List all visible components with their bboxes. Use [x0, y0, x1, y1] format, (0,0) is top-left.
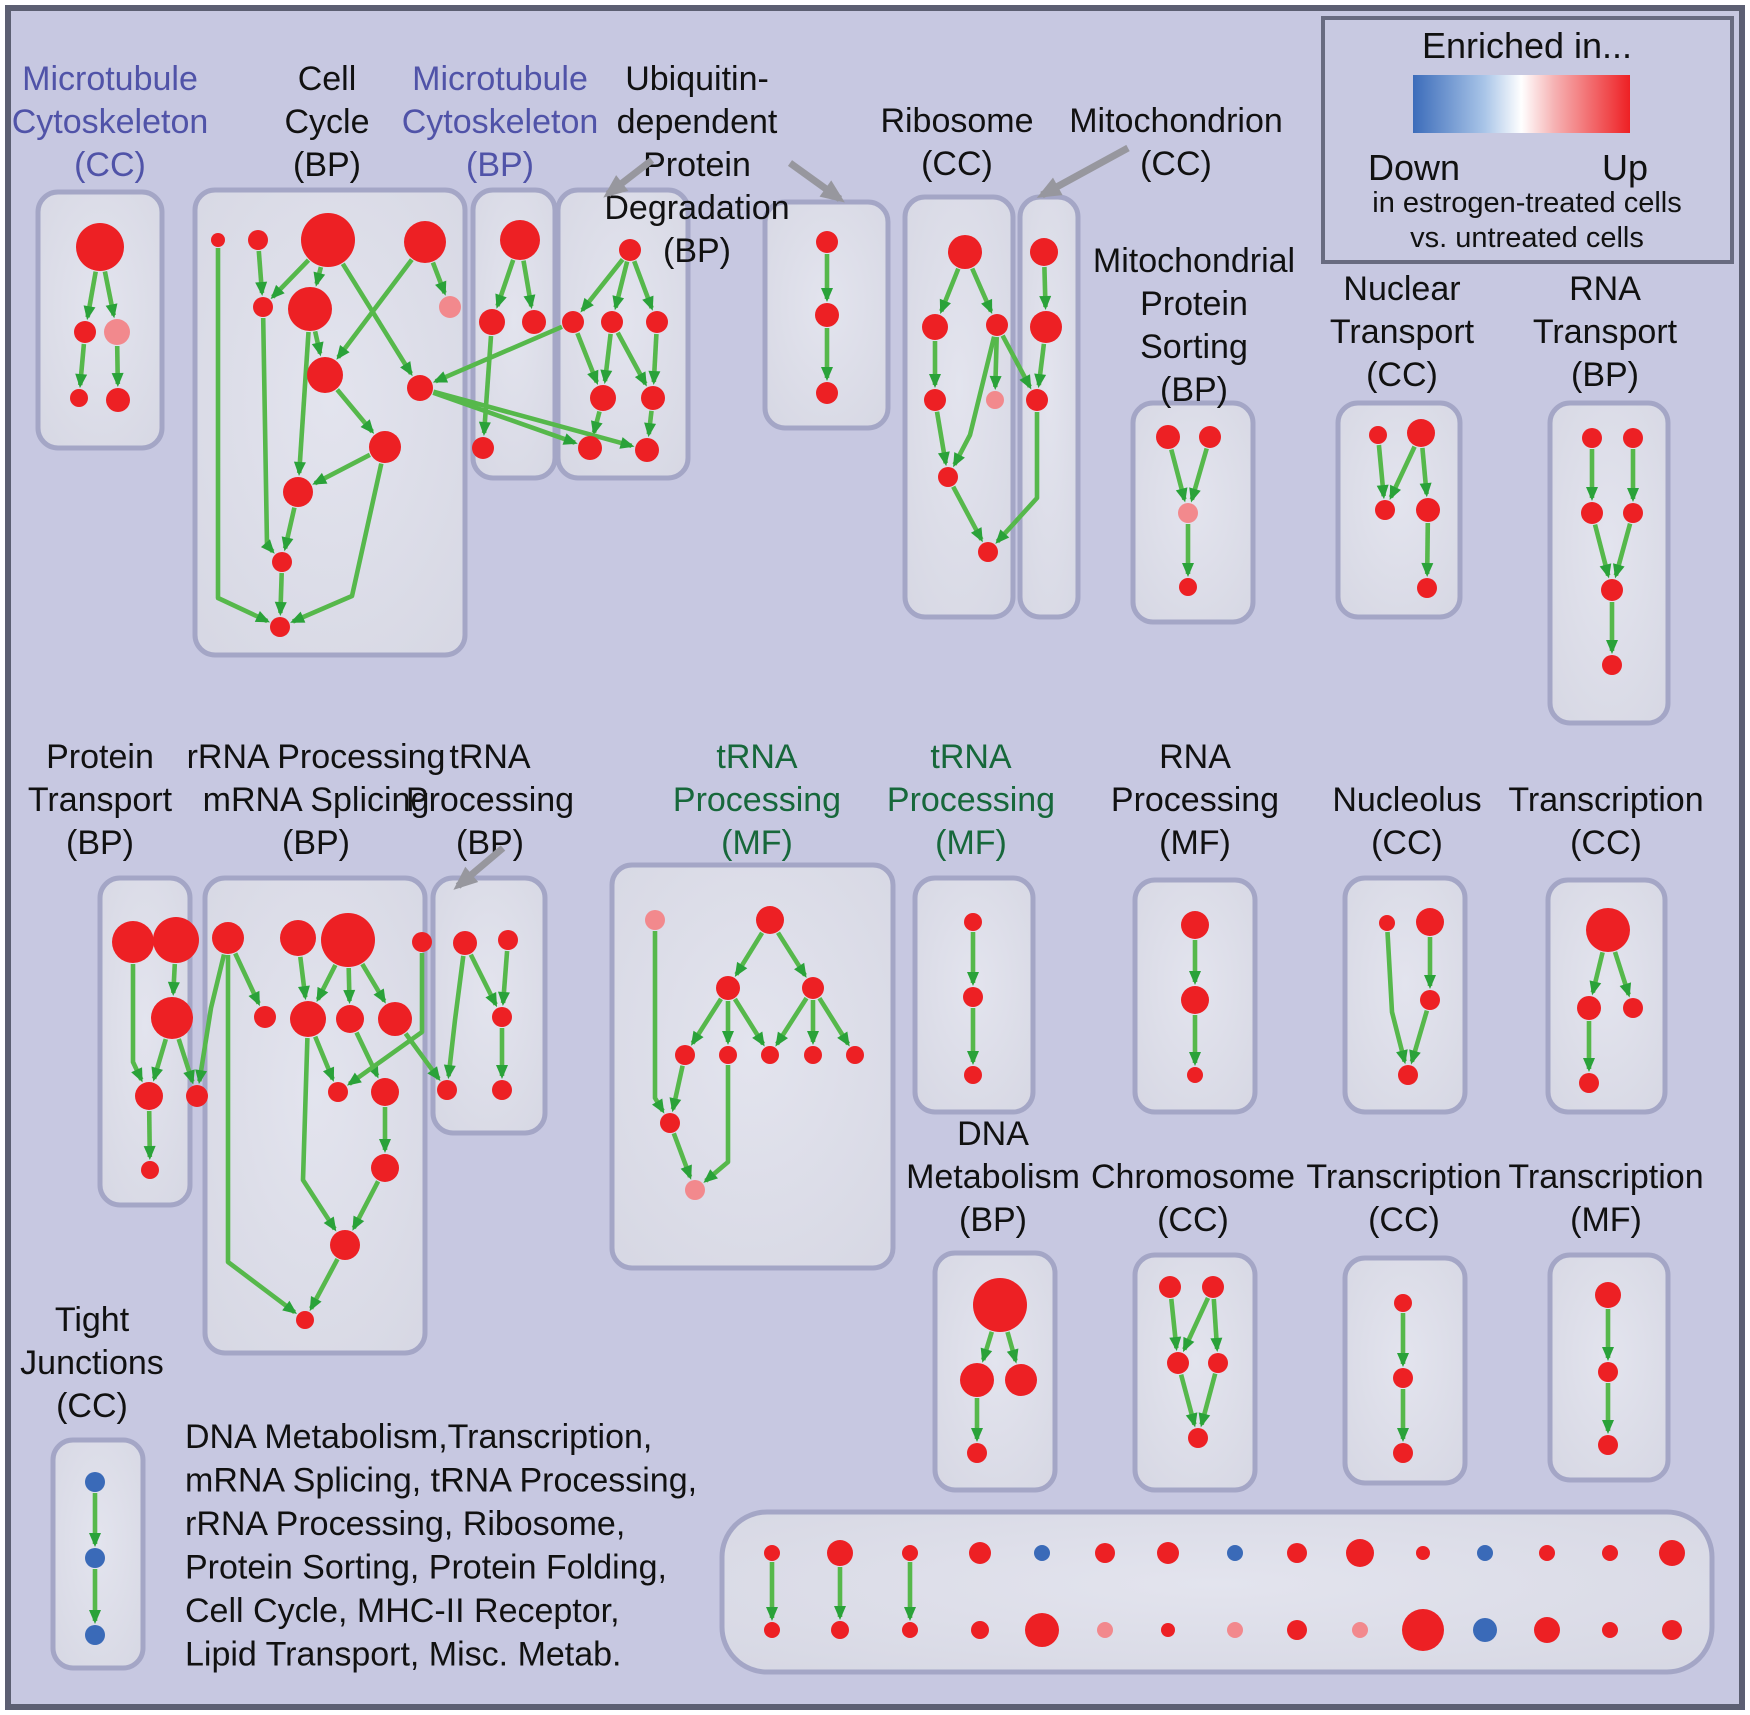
label-tight-junctions: (CC): [56, 1387, 128, 1425]
go-term-node: [761, 1046, 779, 1064]
go-term-node: [1161, 1623, 1175, 1637]
go-term-node: [619, 239, 641, 261]
go-term-node: [369, 431, 401, 463]
go-term-node: [660, 1113, 680, 1133]
go-term-node: [151, 997, 193, 1039]
go-term-node: [1352, 1622, 1368, 1638]
go-term-node: [1581, 502, 1603, 524]
go-term-node: [500, 220, 540, 260]
go-term-node: [1417, 578, 1437, 598]
go-term-node: [964, 1066, 982, 1084]
label-mitochondrion: (CC): [1140, 145, 1212, 183]
go-term-node: [498, 930, 518, 950]
go-term-node: [1602, 655, 1622, 675]
go-term-node: [971, 1621, 989, 1639]
edge: [1044, 267, 1045, 307]
label-trna-processing-mf-small: (MF): [935, 824, 1007, 862]
label-trna-processing-bp: (BP): [456, 824, 524, 862]
label-ubiquitin: Degradation: [604, 189, 790, 227]
go-term-node: [1227, 1545, 1243, 1561]
box-rna-transport: [1550, 403, 1668, 723]
go-term-node: [1030, 311, 1062, 343]
go-term-node: [371, 1078, 399, 1106]
go-term-node: [141, 1161, 159, 1179]
go-term-node: [1208, 1353, 1228, 1373]
legend-layer: [1323, 18, 1732, 262]
misc-summary-line: rRNA Processing, Ribosome,: [185, 1505, 626, 1543]
go-term-node: [978, 542, 998, 562]
go-term-node: [1598, 1362, 1618, 1382]
label-microtubule-bp: Microtubule: [412, 60, 588, 98]
go-term-node: [85, 1625, 105, 1645]
go-term-node: [104, 319, 130, 345]
go-term-node: [1602, 1545, 1618, 1561]
go-term-node: [1534, 1617, 1560, 1643]
label-trna-processing-mf-small: tRNA: [930, 738, 1012, 776]
go-term-node: [948, 235, 982, 269]
edge: [149, 1111, 150, 1157]
go-term-node: [1602, 1622, 1618, 1638]
go-term-node: [472, 437, 494, 459]
legend-subline-1: in estrogen-treated cells: [1372, 187, 1682, 219]
go-term-node: [248, 230, 268, 250]
label-protein-transport: (BP): [66, 824, 134, 862]
go-term-node: [85, 1548, 105, 1568]
go-term-node: [1156, 425, 1180, 449]
go-term-node: [412, 932, 432, 952]
label-mitochondrion: Mitochondrion: [1069, 102, 1283, 140]
label-rna-transport: (BP): [1571, 356, 1639, 394]
go-term-node: [816, 382, 838, 404]
go-term-node: [1662, 1620, 1682, 1640]
label-protein-transport: Transport: [27, 781, 173, 819]
go-term-node: [756, 906, 784, 934]
go-term-node: [288, 287, 332, 331]
go-term-node: [74, 321, 96, 343]
go-term-node: [641, 386, 665, 410]
label-microtubule-cc: Microtubule: [22, 60, 198, 98]
label-cell-cycle: Cycle: [284, 103, 370, 141]
go-term-node: [1659, 1540, 1685, 1566]
go-term-node: [1287, 1543, 1307, 1563]
label-ribosome: (CC): [921, 145, 993, 183]
go-term-node: [986, 314, 1008, 336]
label-trna-processing-bp: Processing: [405, 781, 575, 819]
go-term-node: [1416, 908, 1444, 936]
go-term-node: [645, 910, 665, 930]
go-term-node: [1416, 1546, 1430, 1560]
label-rna-transport: Transport: [1532, 313, 1678, 351]
go-term-node: [1025, 1613, 1059, 1647]
label-ubiquitin: dependent: [616, 103, 778, 141]
go-term-node: [804, 1046, 822, 1064]
go-term-node: [716, 976, 740, 1000]
go-term-node: [439, 296, 461, 318]
label-microtubule-cc: (CC): [74, 146, 146, 184]
go-term-node: [1393, 1443, 1413, 1463]
go-term-node: [816, 231, 838, 253]
go-term-node: [922, 314, 948, 340]
go-term-node: [1595, 1282, 1621, 1308]
go-term-node: [1623, 428, 1643, 448]
go-term-node: [153, 917, 199, 963]
go-term-node: [1420, 990, 1440, 1010]
go-term-node: [1178, 503, 1198, 523]
label-ribosome: Ribosome: [880, 102, 1034, 140]
go-term-node: [1369, 426, 1387, 444]
go-term-node: [846, 1046, 864, 1064]
label-mito-protein-sorting: Sorting: [1140, 328, 1248, 366]
label-microtubule-bp: (BP): [466, 146, 534, 184]
label-rrna-processing: mRNA Splicing: [202, 781, 430, 819]
go-term-node: [1026, 389, 1048, 411]
label-trna-processing-mf-large: (MF): [721, 824, 793, 862]
go-term-node: [902, 1622, 918, 1638]
go-term-node: [1623, 998, 1643, 1018]
go-term-node: [112, 921, 154, 963]
label-ubiquitin: Protein: [643, 146, 751, 184]
go-term-node: [407, 375, 433, 401]
box-nuclear-transport: [1338, 403, 1460, 617]
go-term-node: [963, 987, 983, 1007]
go-term-node: [1187, 1067, 1203, 1083]
misc-summary-line: DNA Metabolism,Transcription,: [185, 1418, 653, 1456]
go-term-node: [1539, 1545, 1555, 1561]
label-dna-metabolism: (BP): [959, 1201, 1027, 1239]
legend-down-label: Down: [1367, 147, 1461, 188]
go-term-node: [1034, 1545, 1050, 1561]
label-transcription-cc-mid: Transcription: [1508, 781, 1704, 819]
label-transcription-cc-low: Transcription: [1306, 1158, 1502, 1196]
go-term-node: [1579, 1073, 1599, 1093]
edge: [349, 968, 350, 1001]
go-term-node: [1179, 578, 1197, 596]
label-chromosome: Chromosome: [1090, 1158, 1296, 1196]
label-microtubule-cc: Cytoskeleton: [11, 103, 209, 141]
go-term-node: [336, 1005, 364, 1033]
legend-up-label: Up: [1601, 147, 1649, 188]
go-term-node: [301, 213, 355, 267]
label-rna-processing-mf: RNA: [1159, 738, 1231, 776]
label-protein-transport: Protein: [46, 738, 154, 776]
label-nucleolus: (CC): [1371, 824, 1443, 862]
go-term-node: [307, 357, 343, 393]
label-trna-processing-mf-large: tRNA: [716, 738, 798, 776]
misc-summary-line: Cell Cycle, MHC-II Receptor,: [185, 1592, 620, 1630]
go-term-node: [186, 1085, 208, 1107]
go-term-node: [70, 389, 88, 407]
go-term-node: [646, 311, 668, 333]
box-misc-strip: [722, 1512, 1712, 1672]
go-term-node: [270, 617, 290, 637]
go-term-node: [437, 1080, 457, 1100]
legend-title: Enriched in...: [1421, 25, 1633, 66]
label-nuclear-transport: Nuclear: [1343, 270, 1461, 308]
label-chromosome: (CC): [1157, 1201, 1229, 1239]
label-cell-cycle: (BP): [293, 146, 361, 184]
label-mito-protein-sorting: (BP): [1160, 371, 1228, 409]
label-tight-junctions: Junctions: [20, 1344, 164, 1382]
go-term-node: [938, 467, 958, 487]
go-term-node: [685, 1180, 705, 1200]
go-term-node: [1477, 1545, 1493, 1561]
go-term-node: [986, 391, 1004, 409]
label-transcription-cc-mid: (CC): [1570, 824, 1642, 862]
go-term-node: [321, 913, 375, 967]
go-term-node: [283, 477, 313, 507]
edge: [117, 346, 118, 384]
go-term-node: [562, 311, 584, 333]
go-term-node: [1181, 911, 1209, 939]
go-term-node: [578, 436, 602, 460]
go-term-node: [296, 1311, 314, 1329]
go-term-node: [924, 389, 946, 411]
go-term-node: [290, 1001, 326, 1037]
go-term-node: [1199, 426, 1221, 448]
go-term-node: [635, 438, 659, 462]
go-term-node: [764, 1622, 780, 1638]
label-dna-metabolism: Metabolism: [906, 1158, 1080, 1196]
legend-subline-2: vs. untreated cells: [1410, 222, 1644, 254]
go-term-node: [601, 311, 623, 333]
go-term-node: [1473, 1618, 1497, 1642]
go-term-node: [328, 1082, 348, 1102]
go-term-node: [973, 1278, 1027, 1332]
edge: [649, 411, 652, 434]
label-transcription-mf: Transcription: [1508, 1158, 1704, 1196]
go-term-node: [1577, 996, 1601, 1020]
label-ubiquitin: Ubiquitin-: [625, 60, 769, 98]
edge: [995, 337, 996, 387]
label-ubiquitin: (BP): [663, 232, 731, 270]
edge: [259, 251, 262, 293]
go-term-node: [371, 1154, 399, 1182]
go-term-node: [1601, 579, 1623, 601]
go-term-node: [827, 1540, 853, 1566]
label-rna-processing-mf: Processing: [1110, 781, 1280, 819]
misc-summary-line: Protein Sorting, Protein Folding,: [185, 1548, 667, 1587]
label-mito-protein-sorting: Mitochondrial: [1092, 242, 1296, 280]
go-term-node: [453, 931, 477, 955]
label-rna-transport: RNA: [1569, 270, 1641, 308]
label-rrna-processing: (BP): [282, 824, 350, 862]
go-term-node: [815, 303, 839, 327]
go-term-node: [85, 1472, 105, 1492]
go-term-node: [330, 1230, 360, 1260]
go-term-node: [212, 922, 244, 954]
box-chromosome: [1135, 1255, 1255, 1490]
go-term-node: [106, 388, 130, 412]
go-term-node: [492, 1007, 512, 1027]
label-cell-cycle: Cell: [297, 60, 357, 98]
go-term-node: [1227, 1622, 1243, 1638]
label-dna-metabolism: DNA: [957, 1115, 1029, 1153]
go-term-node: [1157, 1542, 1179, 1564]
go-term-node: [479, 309, 505, 335]
misc-summary-line: mRNA Splicing, tRNA Processing,: [185, 1461, 698, 1500]
go-term-node: [831, 1621, 849, 1639]
go-term-node: [675, 1045, 695, 1065]
go-term-node: [1095, 1543, 1115, 1563]
go-term-node: [969, 1542, 991, 1564]
go-term-node: [1407, 419, 1435, 447]
go-term-node: [378, 1002, 412, 1036]
label-nucleolus: Nucleolus: [1332, 781, 1482, 819]
misc-summary-line: Lipid Transport, Misc. Metab.: [185, 1635, 622, 1674]
go-term-node: [1202, 1276, 1224, 1298]
label-trna-processing-mf-small: Processing: [886, 781, 1056, 819]
edge: [654, 334, 657, 382]
go-term-node: [1005, 1364, 1037, 1396]
label-mito-protein-sorting: Protein: [1140, 285, 1248, 323]
go-term-node: [280, 920, 316, 956]
label-trna-processing-mf-large: Processing: [672, 781, 842, 819]
go-term-node: [1375, 500, 1395, 520]
go-term-node: [254, 1006, 276, 1028]
go-term-node: [964, 913, 982, 931]
label-nuclear-transport: Transport: [1329, 313, 1475, 351]
go-term-node: [1379, 915, 1395, 931]
go-term-node: [902, 1545, 918, 1561]
label-transcription-cc-low: (CC): [1368, 1201, 1440, 1239]
go-term-node: [1416, 498, 1440, 522]
label-tight-junctions: Tight: [54, 1301, 130, 1339]
go-term-node: [1402, 1609, 1444, 1651]
go-term-node: [967, 1443, 987, 1463]
go-term-node: [135, 1082, 163, 1110]
edge: [280, 573, 281, 613]
go-term-node: [1398, 1065, 1418, 1085]
go-term-node: [253, 297, 273, 317]
label-trna-processing-bp: tRNA: [449, 738, 531, 776]
go-term-node: [1394, 1294, 1412, 1312]
go-term-node: [1159, 1276, 1181, 1298]
go-term-node: [211, 233, 225, 247]
go-term-node: [802, 977, 824, 999]
go-term-node: [1598, 1435, 1618, 1455]
go-term-node: [1346, 1539, 1374, 1567]
go-term-node: [1586, 908, 1630, 952]
go-term-node: [1393, 1368, 1413, 1388]
label-microtubule-bp: Cytoskeleton: [401, 103, 599, 141]
go-term-node: [76, 223, 124, 271]
go-term-node: [272, 552, 292, 572]
edge: [173, 964, 175, 993]
label-nuclear-transport: (CC): [1366, 356, 1438, 394]
legend-gradient-bar: [1413, 75, 1630, 133]
go-term-node: [522, 310, 546, 334]
go-term-node: [1030, 238, 1058, 266]
go-term-node: [1097, 1622, 1113, 1638]
go-term-node: [404, 221, 446, 263]
go-term-node: [1181, 986, 1209, 1014]
go-term-node: [1582, 428, 1602, 448]
label-rna-processing-mf: (MF): [1159, 824, 1231, 862]
go-term-node: [719, 1046, 737, 1064]
edge: [1427, 523, 1428, 574]
go-term-node: [1623, 503, 1643, 523]
go-term-node: [492, 1080, 512, 1100]
label-transcription-mf: (MF): [1570, 1201, 1642, 1239]
go-term-node: [1287, 1620, 1307, 1640]
go-term-node: [590, 385, 616, 411]
go-term-node: [764, 1545, 780, 1561]
go-term-node: [1167, 1352, 1189, 1374]
go-term-node: [1188, 1428, 1208, 1448]
label-rrna-processing: rRNA Processing: [186, 738, 446, 776]
go-term-node: [960, 1363, 994, 1397]
